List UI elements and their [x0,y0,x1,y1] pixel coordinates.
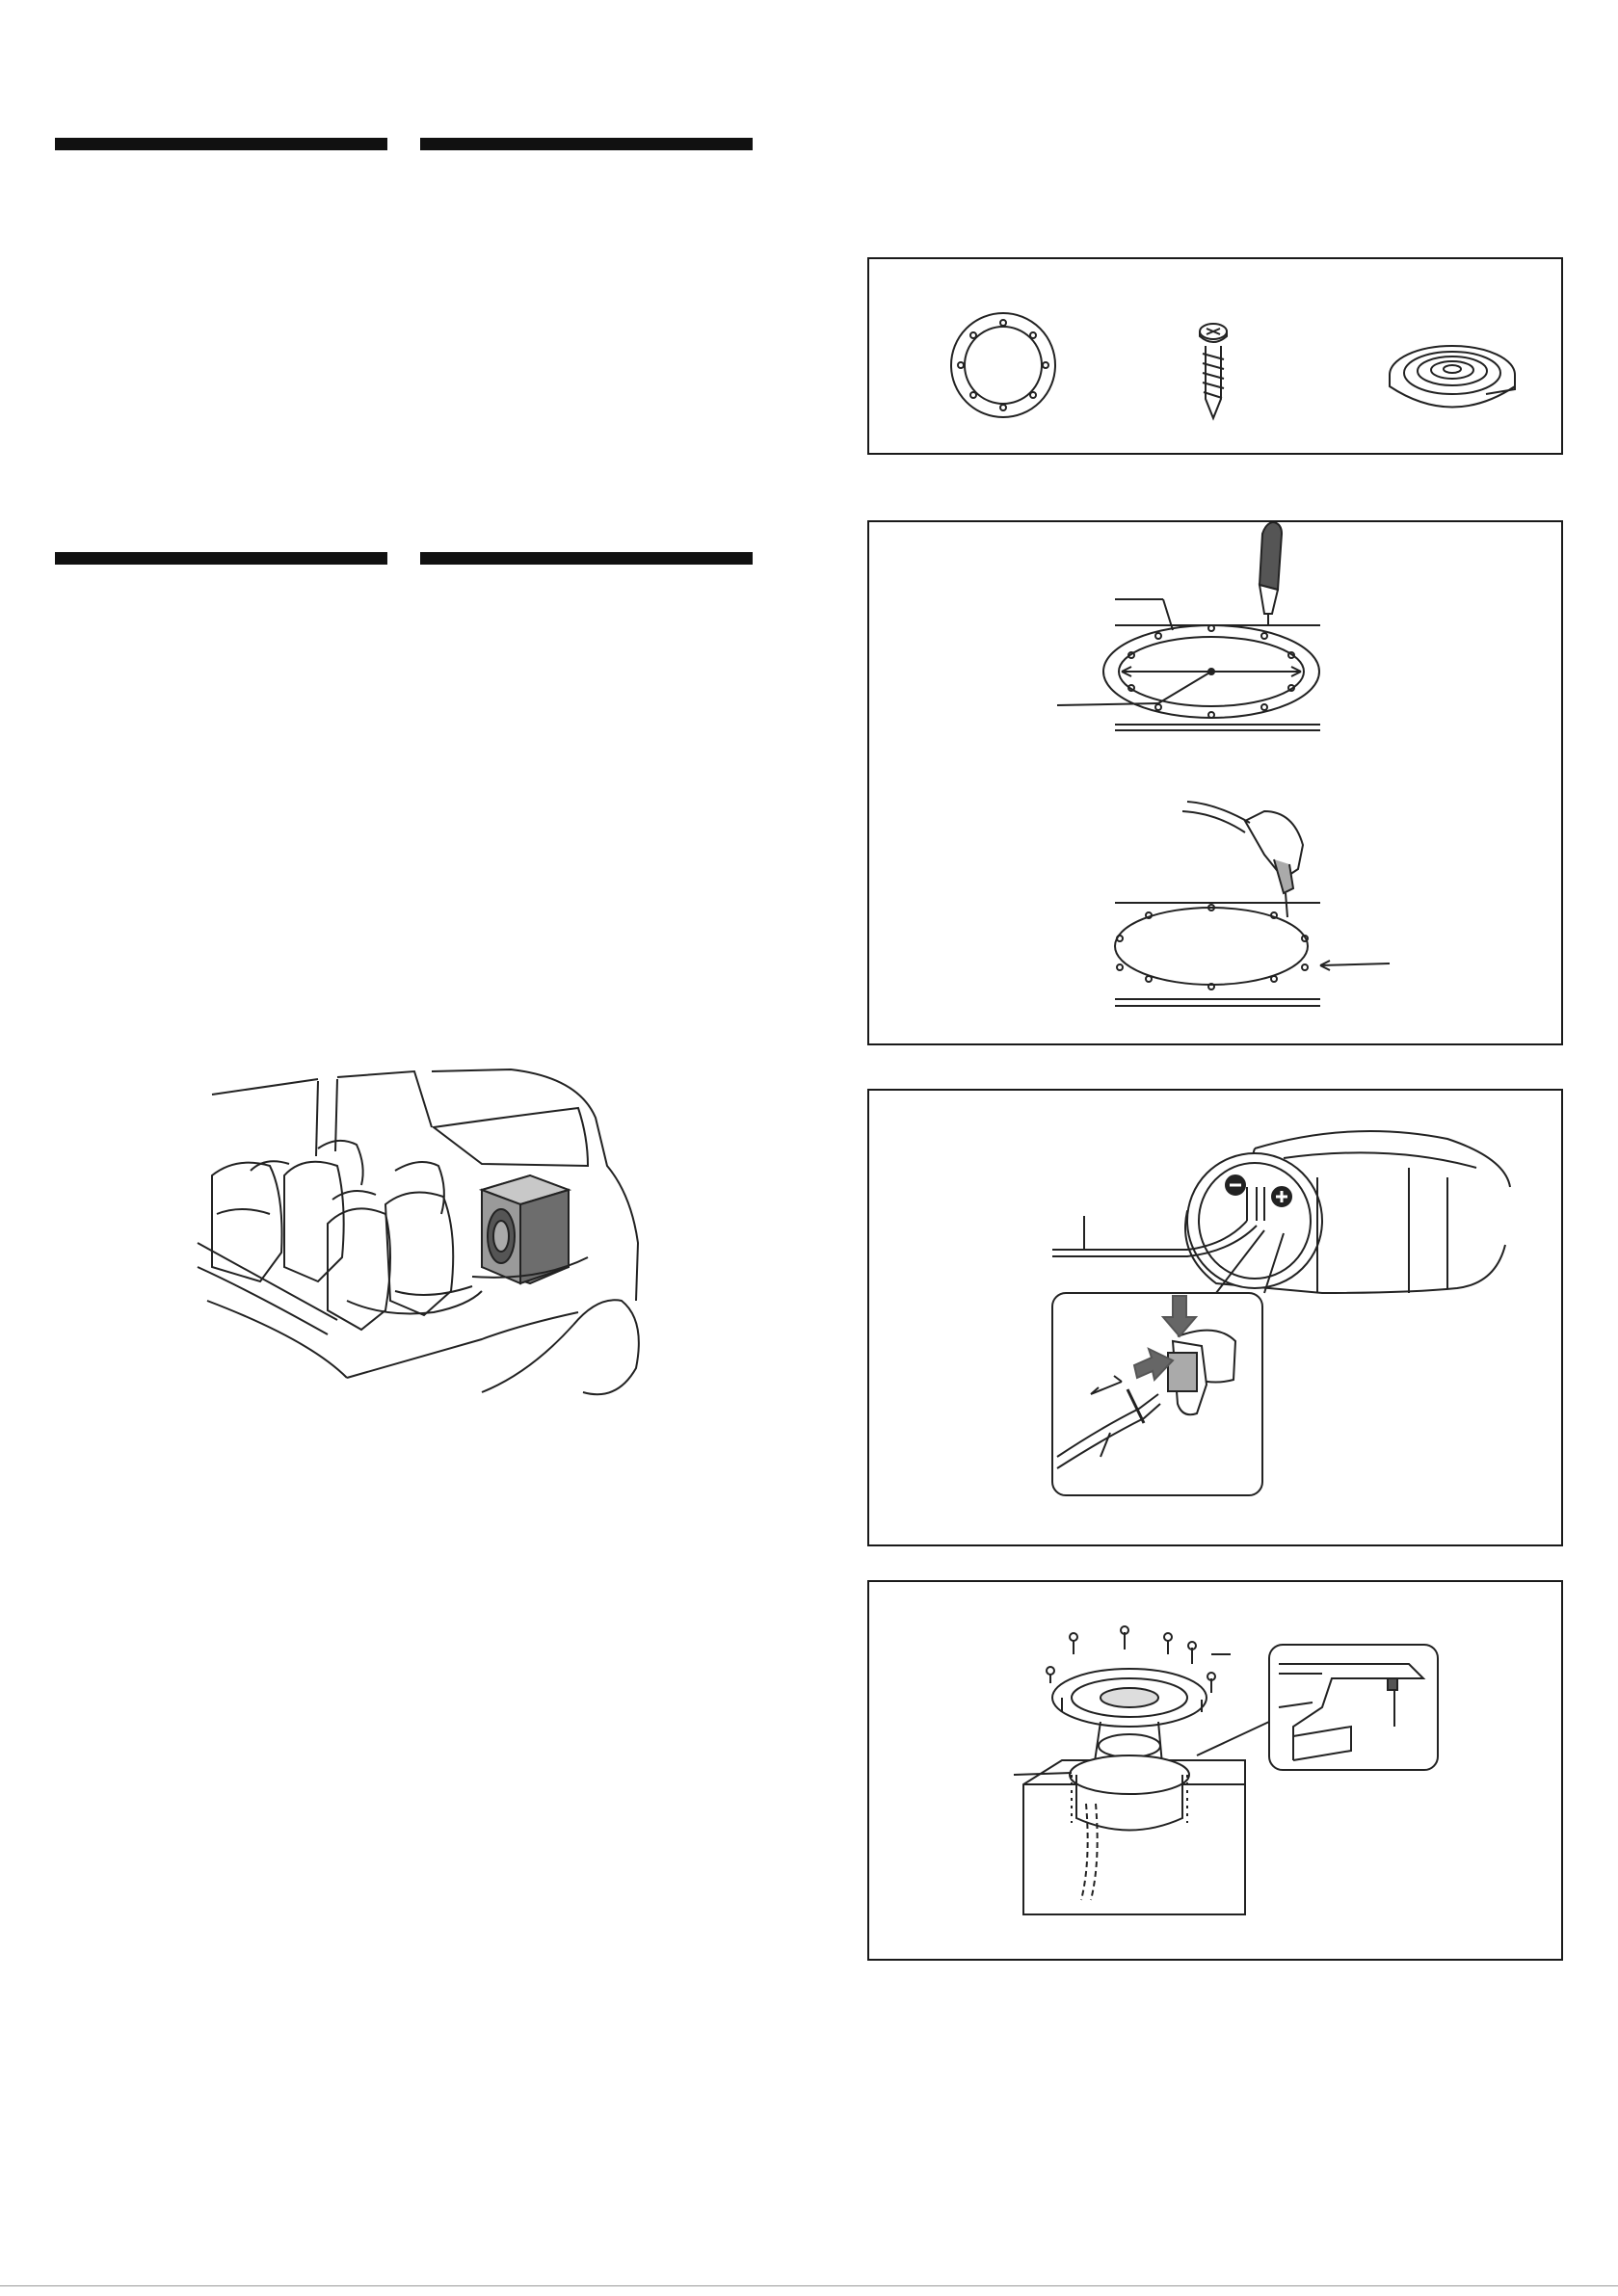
page-footer-rule [0,2285,1618,2286]
heading-bar-1 [55,138,387,150]
foam-tape-icon [1390,346,1515,408]
step2-panel [867,1089,1563,1546]
step1-panel [867,520,1563,1045]
heading-bar-3 [55,552,387,565]
heading-bar-2 [420,138,753,150]
car-cutaway-illustration [193,1060,646,1407]
screw-icon [1200,324,1227,418]
heading-bar-4 [420,552,753,565]
parts-panel [867,257,1563,455]
step3-panel [867,1580,1563,1961]
gasket-icon [951,313,1055,417]
